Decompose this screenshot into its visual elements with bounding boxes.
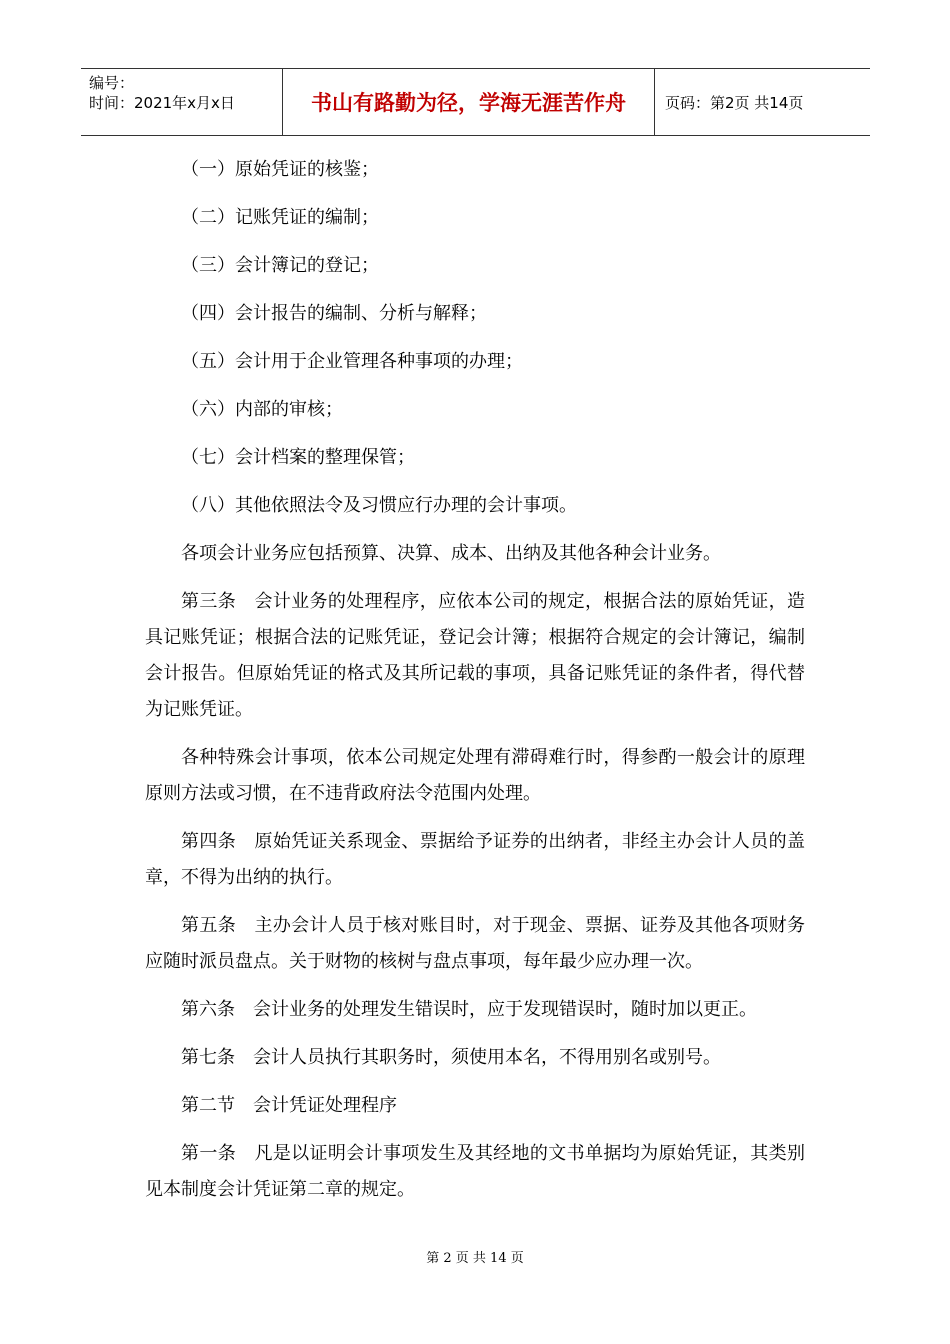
paragraph: （二）记账凭证的编制； <box>181 207 379 228</box>
page-footer: 第 2 页 共 14 页 <box>426 1251 524 1266</box>
paragraph: （六）内部的审核； <box>181 399 343 420</box>
page-header <box>81 68 870 136</box>
header-meta <box>81 69 282 135</box>
header-page-info: 页码：第2页 共14页 <box>665 93 804 112</box>
paragraph: （三）会计簿记的登记； <box>181 255 379 276</box>
document-body <box>145 152 805 1220</box>
paragraph: （五）会计用于企业管理各种事项的办理； <box>181 351 523 372</box>
document-number-label: 编号： <box>89 74 135 92</box>
paragraph: （八）其他依照法令及习惯应行办理的会计事项。 <box>181 495 577 516</box>
paragraph: 各项会计业务应包括预算、决算、成本、出纳及其他各种会计业务。 <box>181 543 721 564</box>
document-time-label: 时间：2021年x月x日 <box>89 94 235 112</box>
paragraph: 第六条 会计业务的处理发生错误时，应于发现错误时，随时加以更正。 <box>181 999 757 1020</box>
paragraph: （一）原始凭证的核鉴； <box>181 159 379 180</box>
paragraph: （四）会计报告的编制、分析与解释； <box>181 303 487 324</box>
paragraph: 第五条 主办会计人员于核对账目时，对于现金、票据、证券及其他各项财务应随时派员盘点。关于财物的核树与盘点事项，每年最少应办理一次。 <box>145 915 805 972</box>
paragraph: 第七条 会计人员执行其职务时，须使用本名，不得用别名或别号。 <box>181 1047 721 1068</box>
paragraph: 各种特殊会计事项，依本公司规定处理有滞碍难行时，得参酌一般会计的原理原则方法或习惯，在不违背政府法令范围内处理。 <box>145 747 805 804</box>
section-heading: 第二节 会计凭证处理程序 <box>181 1095 397 1116</box>
paragraph: （七）会计档案的整理保管； <box>181 447 415 468</box>
header-motto: 书山有路勤为径，学海无涯苦作舟 <box>282 69 655 135</box>
paragraph: 第四条 原始凭证关系现金、票据给予证券的出纳者，非经主办会计人员的盖章，不得为出纳的执行。 <box>145 831 805 888</box>
paragraph: 第三条 会计业务的处理程序，应依本公司的规定，根据合法的原始凭证，造具记账凭证；根据合法的记账凭证，登记会计簿；根据符合规定的会计簿记，编制会计报告。但原始凭证的格式及其所记载的事项，具备记账凭证的条件者，得代替为记账凭证。 <box>145 591 805 720</box>
paragraph: 第一条 凡是以证明会计事项发生及其经地的文书单据均为原始凭证，其类别见本制度会计凭证第二章的规定。 <box>145 1143 805 1200</box>
